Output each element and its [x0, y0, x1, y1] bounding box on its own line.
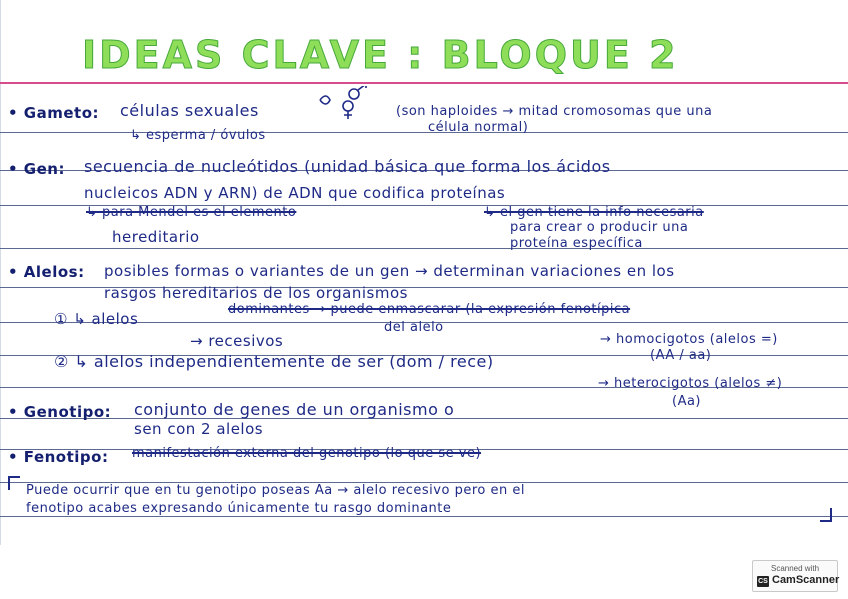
gen-info-line-1: ↳ el gen tiene la info necesaria [484, 205, 704, 220]
ruled-line [0, 248, 848, 249]
homocigotos-alleles: (AA / aa) [650, 348, 712, 363]
gameto-note-line-1: (son haploides → mitad cromosomas que una [396, 104, 713, 119]
page-title: IDEAS CLAVE : BLOQUE 2 [82, 33, 679, 77]
ruled-line [0, 132, 848, 133]
term-genotipo: • Genotipo: [8, 403, 112, 421]
note-line-2: fenotipo acabes expresando únicamente tu rasgo dominante [26, 501, 452, 516]
heterocigotos-label: → heterocigotos (alelos ≠) [598, 376, 783, 391]
fenotipo-definition: manifestación externa del genotipo (lo que se ve) [132, 446, 482, 461]
alelos-dominant-note-2: del alelo [384, 320, 444, 335]
homocigotos-label: → homocigotos (alelos =) [600, 332, 778, 347]
genotipo-definition-line-1: conjunto de genes de un organismo o [134, 400, 455, 419]
gen-definition-line-1: secuencia de nucleótidos (unidad básica que forma los ácidos [84, 157, 611, 176]
watermark-caption: Scanned with [770, 564, 820, 573]
term-gen: • Gen: [8, 160, 65, 178]
alelos-type-1-label: ① ↳ alelos [54, 310, 139, 328]
gameto-subnote: ↳ esperma / óvulos [130, 128, 266, 143]
gen-info-line-3: proteína específica [510, 236, 643, 251]
alelos-dominant-note: dominantes → puede enmascarar (la expresión fenotípica [228, 302, 631, 317]
gen-mendel-line-2: hereditario [112, 228, 200, 246]
camscanner-watermark [752, 560, 838, 592]
gen-mendel-line-1: ↳ para Mendel es el elemento [86, 205, 297, 220]
gen-info-line-2: para crear o producir una [510, 220, 689, 235]
alelos-definition-line-1: posibles formas o variantes de un gen → determinan variaciones en los [104, 262, 675, 280]
ruled-line [0, 516, 848, 517]
gen-definition-line-2: nucleicos ADN y ARN) de ADN que codifica proteínas [84, 184, 506, 202]
term-fenotipo: • Fenotipo: [8, 448, 109, 466]
header-rule [0, 82, 848, 84]
term-gameto: • Gameto: [8, 104, 100, 122]
camscanner-logo-icon: CS [758, 578, 768, 585]
alelos-recessive: → recesivos [190, 332, 284, 350]
watermark-brand: CamScanner [772, 574, 840, 586]
note-bracket-close [820, 508, 832, 522]
genotipo-definition-line-2: sen con 2 alelos [134, 420, 264, 438]
heterocigotos-alleles: (Aa) [672, 394, 702, 409]
gameto-definition: células sexuales [120, 101, 259, 120]
alelos-type-2-label: ② ↳ alelos independientemente de ser (dom / rece) [54, 352, 494, 371]
note-line-1: Puede ocurrir que en tu genotipo poseas Aa → alelo recesivo pero en el [26, 483, 525, 498]
note-bracket-open [8, 476, 20, 490]
term-alelos: • Alelos: [8, 263, 85, 281]
gameto-note-line-2: célula normal) [428, 120, 529, 135]
gender-symbols-icon [318, 86, 374, 120]
alelos-definition-line-2: rasgos hereditarios de los organismos [104, 284, 408, 302]
